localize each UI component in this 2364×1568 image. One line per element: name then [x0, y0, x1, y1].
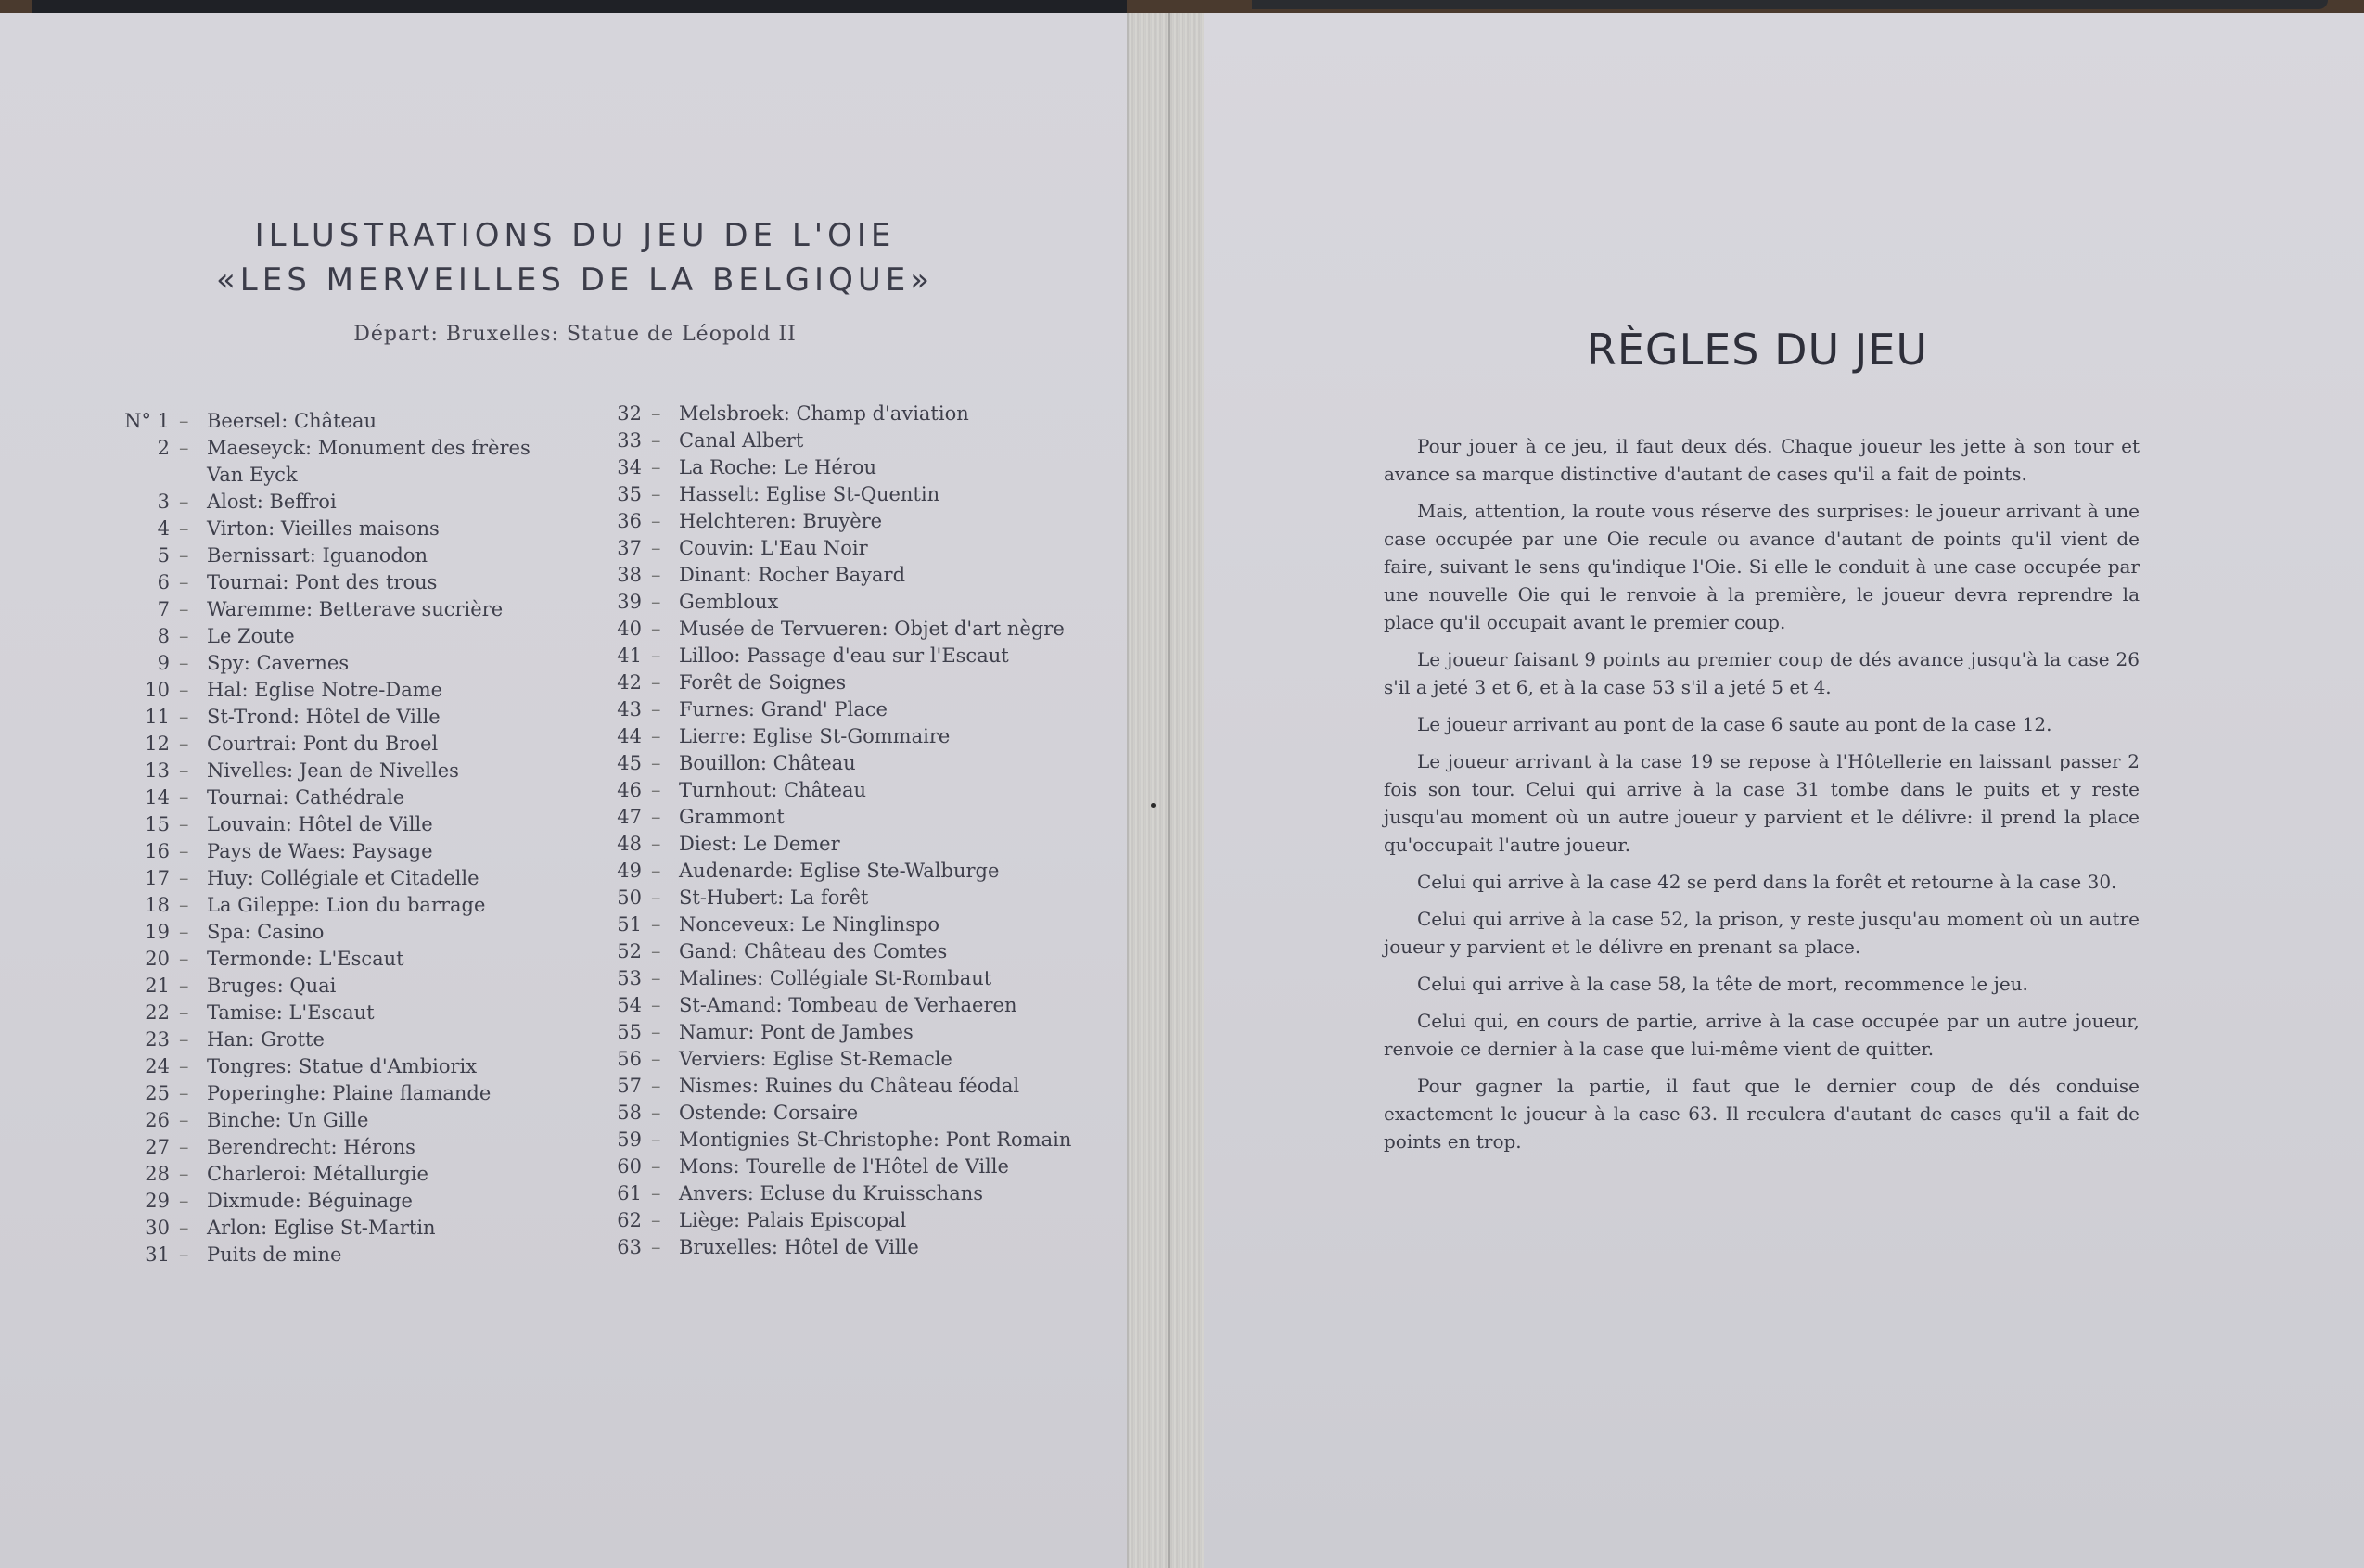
rules-title: RÈGLES DU JEU [1586, 325, 1929, 375]
square-description: Helchteren: Bruyère [679, 510, 883, 532]
separator-dash: – [179, 1217, 189, 1239]
separator-dash: – [179, 948, 189, 970]
square-number: 11 [145, 706, 170, 728]
square-description: Huy: Collégiale et Citadelle [207, 867, 479, 889]
separator-dash: – [651, 833, 661, 855]
separator-dash: – [179, 1082, 189, 1104]
list-item [603, 750, 1085, 777]
separator-dash: – [651, 671, 661, 694]
list-item [603, 616, 1085, 643]
square-number: 9 [157, 652, 170, 674]
list-item [603, 1127, 1085, 1154]
list-item [603, 1180, 1085, 1207]
separator-dash: – [651, 510, 661, 532]
list-item [109, 1188, 545, 1215]
square-description: Ostende: Corsaire [679, 1102, 859, 1124]
separator-dash: – [179, 1028, 189, 1051]
list-item [603, 911, 1085, 938]
square-description: Malines: Collégiale St-Rombaut [679, 967, 992, 989]
list-item [603, 427, 1085, 454]
list-item [109, 1161, 545, 1188]
square-description: Furnes: Grand' Place [679, 698, 888, 720]
square-description: Anvers: Ecluse du Kruisschans [679, 1182, 984, 1205]
list-item [109, 704, 545, 731]
square-description: Gembloux [679, 591, 779, 613]
page-subtitle: Départ: Bruxelles: Statue de Léopold II [353, 323, 797, 346]
square-description: Diest: Le Demer [679, 833, 840, 855]
separator-dash: – [179, 598, 189, 620]
squares-list-column2 [603, 401, 1085, 1261]
separator-dash: – [179, 840, 189, 862]
square-number: 48 [617, 833, 642, 855]
square-number: 4 [157, 517, 170, 540]
list-item [603, 965, 1085, 992]
square-description: Courtrai: Pont du Broel [207, 733, 439, 755]
rule-paragraph: Pour gagner la partie, il faut que le dernier coup de dés conduise exactement le joueur à la case 63. Il reculera d'autant de cases qu'il a fait de points en trop. [1384, 1075, 2140, 1153]
square-number: 57 [617, 1075, 642, 1097]
separator-dash: – [651, 537, 661, 559]
square-description: Canal Albert [679, 429, 804, 452]
list-item [603, 992, 1085, 1019]
list-item [603, 1154, 1085, 1180]
square-description: La Gileppe: Lion du barrage [207, 894, 486, 916]
square-number: 12 [145, 733, 170, 755]
square-description: Pays de Waes: Paysage [207, 840, 433, 862]
separator-dash: – [179, 1243, 189, 1266]
square-number: 54 [617, 994, 642, 1016]
square-number: 33 [617, 429, 642, 452]
square-description: Charleroi: Métallurgie [207, 1163, 428, 1185]
square-number: 40 [617, 618, 642, 640]
square-description: St-Trond: Hôtel de Ville [207, 706, 441, 728]
list-item [603, 696, 1085, 723]
list-item [109, 946, 545, 973]
square-description: Tamise: L'Escaut [207, 1001, 375, 1024]
list-item [109, 569, 545, 596]
separator-dash: – [651, 429, 661, 452]
separator-dash: – [179, 1163, 189, 1185]
square-description: Bernissart: Iguanodon [207, 544, 428, 567]
list-item [109, 677, 545, 704]
spine-mark [1151, 803, 1156, 808]
separator-dash: – [651, 483, 661, 505]
list-item [109, 516, 545, 542]
rule-paragraph: Mais, attention, la route vous réserve des surprises: le joueur arrivant à une case occupée par une Oie recule ou avance d'autant de points qu'il vient de faire, suivant le sens qu'indique l'Oie. Si elle le conduit à une case occupée par une nouvelle Oie qui le renvoie à la première, le joueur devra reprendre la place qu'il occupait avant le premier coup. [1384, 500, 2140, 633]
cover-edge-left [32, 0, 1127, 13]
square-description: St-Hubert: La forêt [679, 886, 869, 909]
square-description: Bruxelles: Hôtel de Ville [679, 1236, 919, 1258]
separator-dash: – [179, 437, 189, 459]
list-item [603, 535, 1085, 562]
square-number: 22 [145, 1001, 170, 1024]
square-number: 38 [617, 564, 642, 586]
square-number: 10 [145, 679, 170, 701]
square-number: 43 [617, 698, 642, 720]
square-description: Arlon: Eglise St-Martin [207, 1217, 436, 1239]
square-number: 2 [157, 437, 170, 459]
square-description: Bruges: Quai [207, 975, 337, 997]
separator-dash: – [179, 894, 189, 916]
square-number: 39 [617, 591, 642, 613]
square-description: Mons: Tourelle de l'Hôtel de Ville [679, 1155, 1009, 1178]
list-item [109, 1134, 545, 1161]
square-number: 58 [617, 1102, 642, 1124]
list-item [109, 596, 545, 623]
rules-text [1384, 432, 2140, 1165]
list-item [109, 489, 545, 516]
square-number: 59 [617, 1128, 642, 1151]
list-item [603, 669, 1085, 696]
separator-dash: – [179, 652, 189, 674]
separator-dash: – [179, 1055, 189, 1077]
list-item [109, 838, 545, 865]
separator-dash: – [651, 591, 661, 613]
square-number: 24 [145, 1055, 170, 1077]
list-item [603, 1234, 1085, 1261]
separator-dash: – [651, 456, 661, 478]
list-item [603, 1207, 1085, 1234]
square-number: 30 [145, 1217, 170, 1239]
square-description: Nivelles: Jean de Nivelles [207, 759, 459, 782]
square-number: 42 [617, 671, 642, 694]
square-description: Melsbroek: Champ d'aviation [679, 402, 969, 425]
list-item [109, 784, 545, 811]
list-item [109, 542, 545, 569]
list-item [109, 892, 545, 919]
list-item [109, 758, 545, 784]
list-item [603, 858, 1085, 885]
square-number: 20 [145, 948, 170, 970]
separator-dash: – [179, 410, 189, 432]
separator-dash: – [651, 1236, 661, 1258]
separator-dash: – [651, 1182, 661, 1205]
list-item [603, 589, 1085, 616]
square-description: Bouillon: Château [679, 752, 856, 774]
square-number: 23 [145, 1028, 170, 1051]
list-item [109, 650, 545, 677]
square-number: 25 [145, 1082, 170, 1104]
square-number: 29 [145, 1190, 170, 1212]
separator-dash: – [651, 402, 661, 425]
separator-dash: – [179, 975, 189, 997]
square-number: 31 [145, 1243, 170, 1266]
square-description: Spa: Casino [207, 921, 325, 943]
rule-paragraph: Pour jouer à ce jeu, il faut deux dés. Chaque joueur les jette à son tour et avance sa marque distinctive d'autant de cases qu'il a fait de points. [1384, 435, 2140, 485]
square-description: Lierre: Eglise St-Gommaire [679, 725, 951, 747]
separator-dash: – [651, 994, 661, 1016]
cover-edge-right [1252, 0, 2328, 9]
list-item [109, 435, 545, 489]
square-number: 49 [617, 860, 642, 882]
square-number: N° 1 [124, 410, 170, 432]
square-description: Tournai: Pont des trous [207, 571, 438, 593]
square-number: 26 [145, 1109, 170, 1131]
list-item [603, 1019, 1085, 1046]
separator-dash: – [179, 706, 189, 728]
list-item [109, 731, 545, 758]
separator-dash: – [651, 698, 661, 720]
square-number: 17 [145, 867, 170, 889]
separator-dash: – [651, 913, 661, 936]
square-number: 16 [145, 840, 170, 862]
square-description: Grammont [679, 806, 785, 828]
separator-dash: – [179, 544, 189, 567]
square-number: 36 [617, 510, 642, 532]
list-item [109, 1242, 545, 1268]
list-item [109, 1000, 545, 1026]
square-description: Dixmude: Béguinage [207, 1190, 413, 1212]
square-number: 50 [617, 886, 642, 909]
square-description: Binche: Un Gille [207, 1109, 369, 1131]
separator-dash: – [179, 625, 189, 647]
rule-paragraph: Le joueur arrivant au pont de la case 6 saute au pont de la case 12. [1417, 713, 2052, 735]
list-item [109, 1053, 545, 1080]
separator-dash: – [179, 867, 189, 889]
square-number: 62 [617, 1209, 642, 1231]
rule-paragraph: Le joueur arrivant à la case 19 se repose à l'Hôtellerie en laissant passer 2 fois son tour. Celui qui arrive à la case 31 tombe dans le puits et y reste jusqu'au moment où un autre joueur y parvient et le délivre: il prend la place qu'occupait l'autre joueur. [1384, 750, 2140, 856]
separator-dash: – [651, 886, 661, 909]
square-description: Turnhout: Château [679, 779, 867, 801]
square-description: Verviers: Eglise St-Remacle [679, 1048, 952, 1070]
list-item [109, 1107, 545, 1134]
square-number: 28 [145, 1163, 170, 1185]
list-item [603, 1046, 1085, 1073]
separator-dash: – [651, 940, 661, 962]
square-number: 53 [617, 967, 642, 989]
square-description: Hal: Eglise Notre-Dame [207, 679, 443, 701]
square-number: 15 [145, 813, 170, 835]
rule-paragraph: Celui qui arrive à la case 52, la prison, y reste jusqu'au moment où un autre joueur y parvient et le délivre en prenant sa place. [1384, 908, 2140, 958]
separator-dash: – [651, 725, 661, 747]
separator-dash: – [651, 806, 661, 828]
list-item [603, 777, 1085, 804]
square-number: 44 [617, 725, 642, 747]
separator-dash: – [179, 491, 189, 513]
list-item [603, 723, 1085, 750]
square-number: 41 [617, 644, 642, 667]
list-item [603, 804, 1085, 831]
separator-dash: – [651, 1155, 661, 1178]
list-item [109, 1215, 545, 1242]
list-item [603, 562, 1085, 589]
separator-dash: – [179, 1001, 189, 1024]
square-number: 32 [617, 402, 642, 425]
square-description: Musée de Tervueren: Objet d'art nègre [679, 618, 1065, 640]
square-number: 47 [617, 806, 642, 828]
list-item [603, 401, 1085, 427]
rule-paragraph: Celui qui, en cours de partie, arrive à la case occupée par un autre joueur, renvoie ce dernier à la case que lui-même vient de quitter. [1384, 1010, 2140, 1060]
list-item [603, 643, 1085, 669]
square-number: 35 [617, 483, 642, 505]
separator-dash: – [179, 517, 189, 540]
separator-dash: – [651, 1102, 661, 1124]
spine-fold [1168, 13, 1170, 1568]
square-description: Couvin: L'Eau Noir [679, 537, 868, 559]
square-description: Tongres: Statue d'Ambiorix [207, 1055, 478, 1077]
list-item [603, 508, 1085, 535]
square-number: 13 [145, 759, 170, 782]
list-item [603, 481, 1085, 508]
separator-dash: – [651, 564, 661, 586]
list-item [603, 454, 1085, 481]
list-item [109, 865, 545, 892]
square-description: Tournai: Cathédrale [207, 786, 405, 809]
square-description: Han: Grotte [207, 1028, 325, 1051]
separator-dash: – [651, 1048, 661, 1070]
square-number: 37 [617, 537, 642, 559]
rule-paragraph: Le joueur faisant 9 points au premier coup de dés avance jusqu'à la case 26 s'il a jeté 3 et 6, et à la case 53 s'il a jeté 5 et 4. [1384, 648, 2140, 698]
list-item [109, 408, 545, 435]
separator-dash: – [651, 779, 661, 801]
separator-dash: – [179, 1190, 189, 1212]
square-description: Audenarde: Eglise Ste-Walburge [679, 860, 1000, 882]
square-description: Virton: Vieilles maisons [207, 517, 440, 540]
separator-dash: – [651, 644, 661, 667]
square-description: Hasselt: Eglise St-Quentin [679, 483, 940, 505]
page-title-line2: «LES MERVEILLES DE LA BELGIQUE» [215, 261, 935, 299]
list-item [109, 1080, 545, 1107]
separator-dash: – [179, 786, 189, 809]
left-title-block [167, 213, 983, 346]
square-description: Dinant: Rocher Bayard [679, 564, 906, 586]
square-description: Nismes: Ruines du Château féodal [679, 1075, 1020, 1097]
list-item [109, 973, 545, 1000]
square-number: 34 [617, 456, 642, 478]
separator-dash: – [651, 1075, 661, 1097]
page-title-line1: ILLUSTRATIONS DU JEU DE L'OIE [254, 217, 896, 254]
list-item [603, 938, 1085, 965]
book-spine [1127, 13, 1208, 1568]
separator-dash: – [651, 967, 661, 989]
squares-list-column1 [109, 408, 545, 1268]
square-number: 21 [145, 975, 170, 997]
rule-paragraph: Celui qui arrive à la case 58, la tête de mort, recommence le jeu. [1417, 973, 2028, 995]
separator-dash: – [651, 1209, 661, 1231]
square-description: Liège: Palais Episcopal [679, 1209, 907, 1231]
square-number: 61 [617, 1182, 642, 1205]
separator-dash: – [179, 921, 189, 943]
separator-dash: – [651, 752, 661, 774]
square-number: 52 [617, 940, 642, 962]
square-number: 7 [157, 598, 170, 620]
square-number: 51 [617, 913, 642, 936]
list-item [109, 811, 545, 838]
separator-dash: – [179, 733, 189, 755]
separator-dash: – [179, 571, 189, 593]
square-number: 56 [617, 1048, 642, 1070]
square-number: 63 [617, 1236, 642, 1258]
list-item [603, 831, 1085, 858]
square-description: Montignies St-Christophe: Pont Romain [679, 1128, 1072, 1151]
separator-dash: – [651, 1021, 661, 1043]
square-number: 18 [145, 894, 170, 916]
square-number: 27 [145, 1136, 170, 1158]
square-description: Waremme: Betterave sucrière [207, 598, 504, 620]
square-description: Beersel: Château [207, 410, 377, 432]
square-description: La Roche: Le Hérou [679, 456, 877, 478]
square-number: 8 [157, 625, 170, 647]
separator-dash: – [179, 813, 189, 835]
list-item [603, 1073, 1085, 1100]
square-description: Maeseyck: Monument des frères Van Eyck [207, 437, 530, 486]
square-number: 55 [617, 1021, 642, 1043]
square-description: Poperinghe: Plaine flamande [207, 1082, 492, 1104]
list-item [109, 919, 545, 946]
list-item [109, 1026, 545, 1053]
square-number: 60 [617, 1155, 642, 1178]
square-description: Louvain: Hôtel de Ville [207, 813, 433, 835]
square-description: Nonceveux: Le Ninglinspo [679, 913, 940, 936]
square-description: St-Amand: Tombeau de Verhaeren [679, 994, 1017, 1016]
list-item [603, 885, 1085, 911]
square-number: 5 [157, 544, 170, 567]
square-description: Spy: Cavernes [207, 652, 350, 674]
separator-dash: – [651, 618, 661, 640]
square-description: Le Zoute [207, 625, 295, 647]
separator-dash: – [179, 1109, 189, 1131]
separator-dash: – [179, 679, 189, 701]
square-number: 45 [617, 752, 642, 774]
square-description: Puits de mine [207, 1243, 342, 1266]
list-item [109, 623, 545, 650]
square-description: Alost: Beffroi [207, 491, 337, 513]
square-number: 3 [157, 491, 170, 513]
square-number: 46 [617, 779, 642, 801]
separator-dash: – [651, 860, 661, 882]
separator-dash: – [179, 1136, 189, 1158]
separator-dash: – [651, 1128, 661, 1151]
square-description: Termonde: L'Escaut [207, 948, 404, 970]
square-description: Namur: Pont de Jambes [679, 1021, 914, 1043]
square-description: Lilloo: Passage d'eau sur l'Escaut [679, 644, 1009, 667]
square-number: 6 [157, 571, 170, 593]
list-item [603, 1100, 1085, 1127]
square-number: 14 [145, 786, 170, 809]
square-description: Gand: Château des Comtes [679, 940, 948, 962]
rule-paragraph: Celui qui arrive à la case 42 se perd dans la forêt et retourne à la case 30. [1417, 871, 2117, 893]
square-description: Forêt de Soignes [679, 671, 847, 694]
square-description: Berendrecht: Hérons [207, 1136, 415, 1158]
separator-dash: – [179, 759, 189, 782]
square-number: 19 [145, 921, 170, 943]
